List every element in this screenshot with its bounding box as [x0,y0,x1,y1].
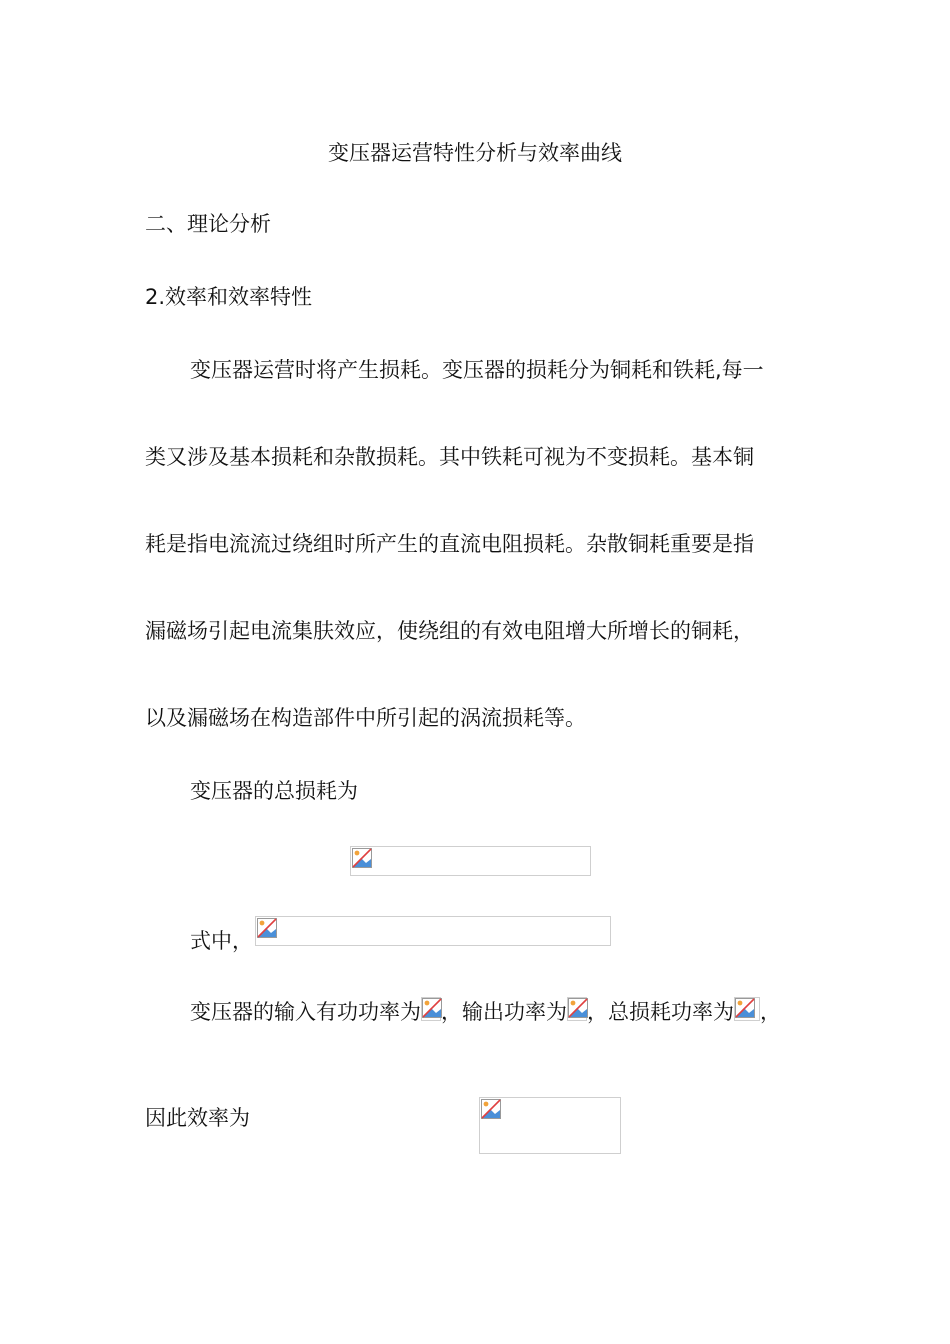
where-clause-formula-image [255,916,611,946]
total-loss-power-label: ，总损耗功率为 [587,1000,734,1024]
formula-note-prefix: 式中， [190,929,253,953]
paragraph-line-2: 类又涉及基本损耗和杂散损耗。其中铁耗可视为不变损耗。基本铜 [145,445,754,469]
broken-image-icon [735,998,755,1018]
output-power-image [567,997,587,1021]
page-title: 变压器运营特性分析与效率曲线 [328,141,622,165]
broken-image-icon [352,848,372,868]
broken-image-icon [257,918,277,938]
paragraph-line-4: 漏磁场引起电流集肤效应，使绕组的有效电阻增大所增长的铜耗， [145,619,754,643]
subsection-heading: 2.效率和效率特性 [145,285,313,309]
efficiency-intro: 因此效率为 [145,1106,250,1130]
paragraph-line-3: 耗是指电流流过绕组时所产生的直流电阻损耗。杂散铜耗重要是指 [145,532,754,556]
broken-image-icon [481,1099,501,1119]
power-line-end: ， [760,1000,781,1024]
total-loss-formula-image [350,846,591,876]
broken-image-icon [568,998,588,1018]
input-power-image [421,997,441,1021]
broken-image-icon [422,998,442,1018]
paragraph-line-1: 变压器运营时将产生损耗。变压器的损耗分为铜耗和铁耗,每一 [190,358,764,382]
output-power-label: ，输出功率为 [441,1000,567,1024]
total-loss-intro: 变压器的总损耗为 [190,779,358,803]
section-heading: 二、理论分析 [145,212,271,236]
power-line [190,997,781,1027]
input-power-label: 变压器的输入有功功率为 [190,1000,421,1024]
total-loss-power-image [734,997,760,1021]
paragraph-line-5: 以及漏磁场在构造部件中所引起的涡流损耗等。 [145,706,586,730]
efficiency-formula-image [479,1097,621,1154]
